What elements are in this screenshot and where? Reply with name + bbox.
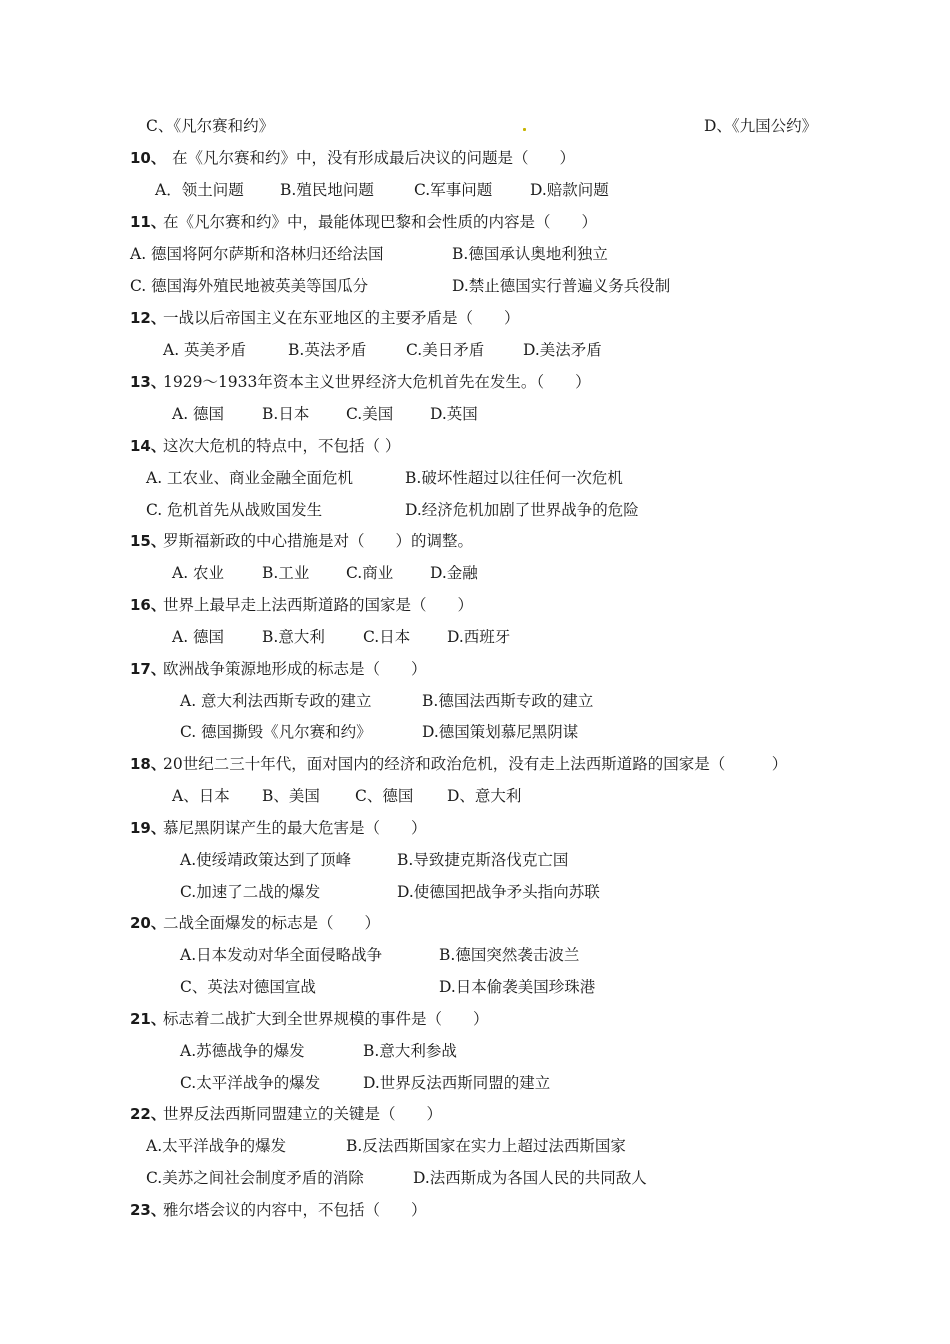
question-number: 10、 xyxy=(130,149,166,167)
answer-option: C、《凡尔赛和约》 xyxy=(146,117,275,135)
answer-option: D、意大利 xyxy=(447,787,522,805)
answer-option: D.西班牙 xyxy=(447,628,511,646)
question-text: 雅尔塔会议的内容中，不包括（ ） xyxy=(163,1201,427,1219)
ink-dot xyxy=(523,128,526,131)
answer-option: B、美国 xyxy=(262,787,320,805)
answer-option: C. 危机首先从战败国发生 xyxy=(146,501,323,519)
answer-option: A. 工农业、商业金融全面危机 xyxy=(146,469,354,487)
answer-option: D.禁止德国实行普遍义务兵役制 xyxy=(452,277,671,295)
question-text: 慕尼黑阴谋产生的最大危害是（ ） xyxy=(163,819,427,837)
answer-option: C.美日矛盾 xyxy=(406,341,485,359)
answer-option: C.美苏之间社会制度矛盾的消除 xyxy=(146,1169,364,1187)
answer-option: C.军事问题 xyxy=(414,181,493,199)
answer-option: B.反法西斯国家在实力上超过法西斯国家 xyxy=(346,1137,626,1155)
answer-option: B.工业 xyxy=(262,564,310,582)
answer-option: A.使绥靖政策达到了顶峰 xyxy=(180,851,352,869)
answer-option: A.太平洋战争的爆发 xyxy=(146,1137,287,1155)
answer-option: D.英国 xyxy=(430,405,478,423)
answer-option: C.商业 xyxy=(346,564,394,582)
question-text: 在《凡尔赛和约》中，没有形成最后决议的问题是（ ） xyxy=(172,149,576,167)
answer-option: B.殖民地问题 xyxy=(280,181,374,199)
answer-option: D.使德国把战争矛头指向苏联 xyxy=(397,883,600,901)
answer-option: B.意大利参战 xyxy=(363,1042,457,1060)
answer-option: D、《九国公约》 xyxy=(704,117,818,135)
answer-option: D.德国策划慕尼黑阴谋 xyxy=(422,723,579,741)
question-text: 标志着二战扩大到全世界规模的事件是（ ） xyxy=(163,1010,489,1028)
answer-option: D.法西斯成为各国人民的共同敌人 xyxy=(413,1169,647,1187)
answer-option: A. 德国 xyxy=(172,628,225,646)
answer-option: D.美法矛盾 xyxy=(523,341,602,359)
answer-option: B.意大利 xyxy=(262,628,325,646)
answer-option: A.日本发动对华全面侵略战争 xyxy=(180,946,383,964)
question-text: 世界上最早走上法西斯道路的国家是（ ） xyxy=(163,596,474,614)
answer-option: A、日本 xyxy=(172,787,230,805)
question-text: 罗斯福新政的中心措施是对（ ）的调整。 xyxy=(163,532,474,550)
answer-option: A. 农业 xyxy=(172,564,225,582)
question-text: 二战全面爆发的标志是（ ） xyxy=(163,914,381,932)
question-text: 世界反法西斯同盟建立的关键是（ ） xyxy=(163,1105,443,1123)
answer-option: C、英法对德国宣战 xyxy=(180,978,316,996)
answer-option: D.赔款问题 xyxy=(530,181,609,199)
answer-option: C.美国 xyxy=(346,405,394,423)
answer-option: A. 英美矛盾 xyxy=(163,341,247,359)
answer-option: A. 意大利法西斯专政的建立 xyxy=(180,692,372,710)
question-number: 16、 xyxy=(130,596,166,614)
answer-option: C.日本 xyxy=(363,628,411,646)
question-number: 20、 xyxy=(130,914,166,932)
answer-option: B.破坏性超过以往任何一次危机 xyxy=(405,469,623,487)
answer-option: B.德国突然袭击波兰 xyxy=(439,946,580,964)
answer-option: A. 德国将阿尔萨斯和洛林归还给法国 xyxy=(130,245,384,263)
answer-option: A.苏德战争的爆发 xyxy=(180,1042,305,1060)
question-number: 23、 xyxy=(130,1201,166,1219)
answer-option: A. 德国 xyxy=(172,405,225,423)
question-text: 一战以后帝国主义在东亚地区的主要矛盾是（ ） xyxy=(163,309,520,327)
answer-option: C.加速了二战的爆发 xyxy=(180,883,321,901)
answer-option: C、德国 xyxy=(355,787,414,805)
question-number: 21、 xyxy=(130,1010,166,1028)
question-text: 在《凡尔赛和约》中，最能体现巴黎和会性质的内容是（ ） xyxy=(163,213,598,231)
answer-option: B.德国法西斯专政的建立 xyxy=(422,692,594,710)
question-number: 17、 xyxy=(130,660,166,678)
question-text: 这次大危机的特点中，不包括（ ） xyxy=(163,437,401,455)
answer-option: D.世界反法西斯同盟的建立 xyxy=(363,1074,551,1092)
answer-option: D.经济危机加剧了世界战争的危险 xyxy=(405,501,639,519)
question-text: 欧洲战争策源地形成的标志是（ ） xyxy=(163,660,427,678)
question-number: 11、 xyxy=(130,213,166,231)
question-number: 18、 xyxy=(130,755,166,773)
answer-option: A．领土问题 xyxy=(155,181,244,199)
question-number: 12、 xyxy=(130,309,166,327)
question-number: 13、 xyxy=(130,373,166,391)
answer-option: C. 德国撕毁《凡尔赛和约》 xyxy=(180,723,372,741)
answer-option: C.太平洋战争的爆发 xyxy=(180,1074,321,1092)
answer-option: D.日本偷袭美国珍珠港 xyxy=(439,978,596,996)
question-text: 1929～1933年资本主义世界经济大危机首先在发生。（ ） xyxy=(163,373,591,391)
question-number: 15、 xyxy=(130,532,166,550)
question-number: 22、 xyxy=(130,1105,166,1123)
question-number: 14、 xyxy=(130,437,166,455)
question-text: 20世纪二三十年代，面对国内的经济和政治危机，没有走上法西斯道路的国家是（ ） xyxy=(163,755,788,773)
answer-option: B.德国承认奥地利独立 xyxy=(452,245,608,263)
answer-option: B.英法矛盾 xyxy=(288,341,367,359)
answer-option: B.导致捷克斯洛伐克亡国 xyxy=(397,851,569,869)
answer-option: C. 德国海外殖民地被英美等国瓜分 xyxy=(130,277,369,295)
question-number: 19、 xyxy=(130,819,166,837)
answer-option: B.日本 xyxy=(262,405,310,423)
answer-option: D.金融 xyxy=(430,564,478,582)
